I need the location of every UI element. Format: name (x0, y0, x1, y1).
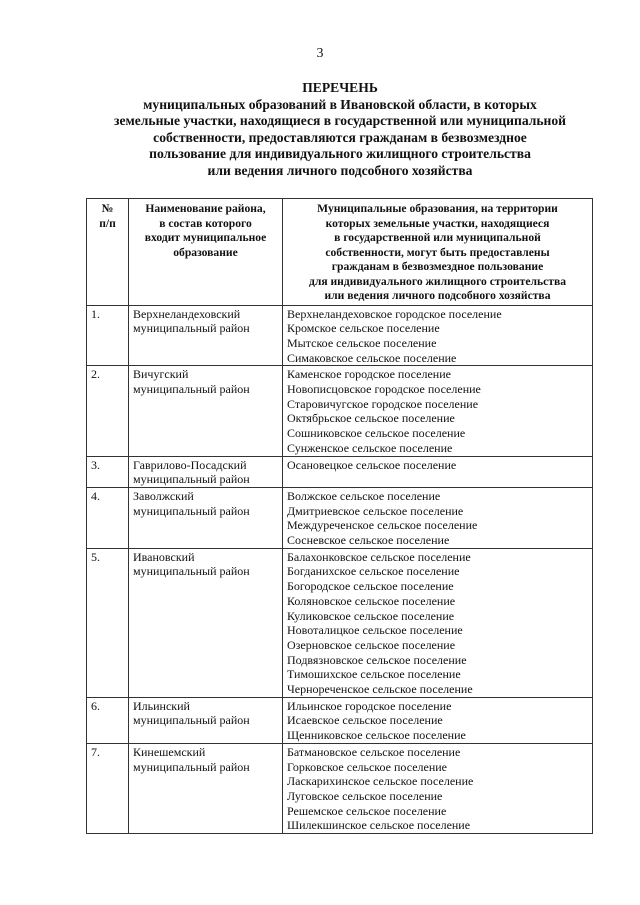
header-line: которых земельные участки, находящиеся (325, 216, 550, 230)
settlement-item: Куликовское сельское поселение (287, 608, 455, 623)
settlement-item: Мытское сельское поселение (287, 335, 437, 350)
table-row (87, 697, 593, 743)
settlements-list (283, 456, 593, 487)
header-line: в государственной или муниципальной (334, 231, 541, 244)
header-line: в состав которого (159, 216, 252, 230)
title-line: собственности, предоставляются гражданам в безвозмездное (153, 129, 527, 145)
document-title (110, 80, 570, 180)
table-row (87, 366, 593, 456)
header-line: или ведения личного подсобного хозяйства (324, 289, 551, 302)
district-name (129, 366, 283, 456)
header-line: гражданам в безвозмездное пользование (331, 260, 544, 273)
settlement-item: Горковское сельское поселение (287, 759, 448, 774)
settlement-item: Батмановское сельское поселение (287, 744, 461, 759)
table-row (87, 305, 593, 366)
settlement-item: Щенниковское сельское поселение (287, 728, 466, 743)
title-line: пользование для индивидуального жилищного строительства (149, 146, 531, 162)
header-line: для индивидуального жилищного строительства (308, 274, 567, 288)
district-name (129, 487, 283, 548)
settlement-item: Верхнеландеховское городское поселение (287, 306, 502, 321)
settlement-item: Сунженское сельское поселение (287, 440, 453, 455)
settlement-item: Сосневское сельское поселение (287, 533, 450, 548)
table-row (87, 743, 593, 833)
district-name (129, 548, 283, 697)
settlement-item: Ласкарихинское сельское поселение (287, 774, 474, 789)
district-line: муниципальный район (133, 472, 250, 487)
settlement-item: Симаковское сельское поселение (287, 350, 457, 365)
table-row (87, 548, 593, 697)
settlements-list (283, 743, 593, 833)
settlement-item: Озерновское сельское поселение (287, 637, 456, 652)
table-header-row (87, 199, 593, 306)
settlement-item: Подвязновское сельское поселение (287, 652, 467, 667)
title-line: земельные участки, находящиеся в государственной или муниципальной (113, 113, 567, 129)
settlement-item: Богородское сельское поселение (287, 579, 454, 594)
header-number (87, 199, 129, 306)
settlement-item: Шилекшинское сельское поселение (287, 818, 471, 833)
district-line: Ильинский (133, 698, 190, 713)
district-line: Ивановский (133, 549, 195, 564)
settlements-list (283, 366, 593, 456)
settlement-item: Богданихское сельское поселение (287, 564, 460, 579)
settlement-item: Балахонковское сельское поселение (287, 549, 471, 564)
row-number: 2. (87, 366, 129, 456)
district-name (129, 305, 283, 366)
settlement-item: Коляновское сельское поселение (287, 593, 456, 608)
district-line: Верхнеландеховский (133, 306, 241, 321)
settlement-item: Осановецкое сельское поселение (287, 457, 457, 472)
settlement-item: Дмитриевское сельское поселение (287, 503, 464, 518)
row-number: 3. (87, 456, 129, 487)
settlement-item: Сошниковское сельское поселение (287, 426, 466, 441)
district-line: Заволжский (133, 488, 194, 503)
district-line: муниципальный район (133, 382, 250, 397)
settlement-item: Октябрьское сельское поселение (287, 411, 455, 426)
page-number: 3 (316, 46, 324, 61)
title-line: ПЕРЕЧЕНЬ (302, 80, 378, 95)
header-line: образование (173, 245, 238, 259)
settlement-item: Новоталицкое сельское поселение (287, 623, 463, 638)
header-line: входит муниципальное (144, 231, 267, 244)
settlements-list (283, 697, 593, 743)
district-line: муниципальный район (133, 503, 250, 518)
header-line: собственности, могут быть предоставлены (325, 245, 550, 259)
header-line: Муниципальные образования, на территории (317, 202, 558, 215)
settlements-list (283, 548, 593, 697)
district-line: муниципальный район (133, 321, 250, 336)
settlement-item: Исаевское сельское поселение (287, 713, 443, 728)
table-row (87, 487, 593, 548)
row-number: 6. (87, 697, 129, 743)
settlement-item: Решемское сельское поселение (287, 803, 447, 818)
settlements-list (283, 305, 593, 366)
title-line: или ведения личного подсобного хозяйства (207, 162, 473, 178)
municipalities-table (86, 198, 593, 834)
district-line: муниципальный район (133, 564, 250, 579)
settlement-item: Тимошихское сельское поселение (287, 667, 461, 682)
row-number: 7. (87, 743, 129, 833)
settlement-item: Старовичугское городское поселение (287, 396, 479, 411)
title-line: муниципальных образований в Ивановской области, в которых (143, 96, 537, 112)
district-name (129, 743, 283, 833)
table-row (87, 456, 593, 487)
settlement-item: Новописцовское городское поселение (287, 382, 481, 397)
row-number: 5. (87, 548, 129, 697)
district-line: Кинешемский (133, 744, 206, 759)
header-line: Наименование района, (145, 202, 266, 215)
row-number: 4. (87, 487, 129, 548)
header-settlements (283, 199, 593, 306)
header-line: п/п (99, 216, 116, 230)
settlement-item: Волжское сельское поселение (287, 488, 441, 503)
district-line: муниципальный район (133, 759, 250, 774)
district-name (129, 697, 283, 743)
settlement-item: Каменское городское поселение (287, 367, 451, 382)
district-line: Вичугский (133, 367, 189, 382)
settlement-item: Ильинское городское поселение (287, 698, 452, 713)
settlement-item: Междуреченское сельское поселение (287, 518, 478, 533)
settlement-item: Луговское сельское поселение (287, 789, 443, 803)
settlement-item: Кромское сельское поселение (287, 321, 440, 336)
header-line: № (101, 202, 114, 215)
district-line: муниципальный район (133, 713, 250, 728)
district-name (129, 456, 283, 487)
settlement-item: Чернореченское сельское поселение (287, 682, 473, 697)
settlements-list (283, 487, 593, 548)
row-number: 1. (87, 305, 129, 366)
district-line: Гаврилово-Посадский (133, 457, 247, 472)
header-district (129, 199, 283, 306)
